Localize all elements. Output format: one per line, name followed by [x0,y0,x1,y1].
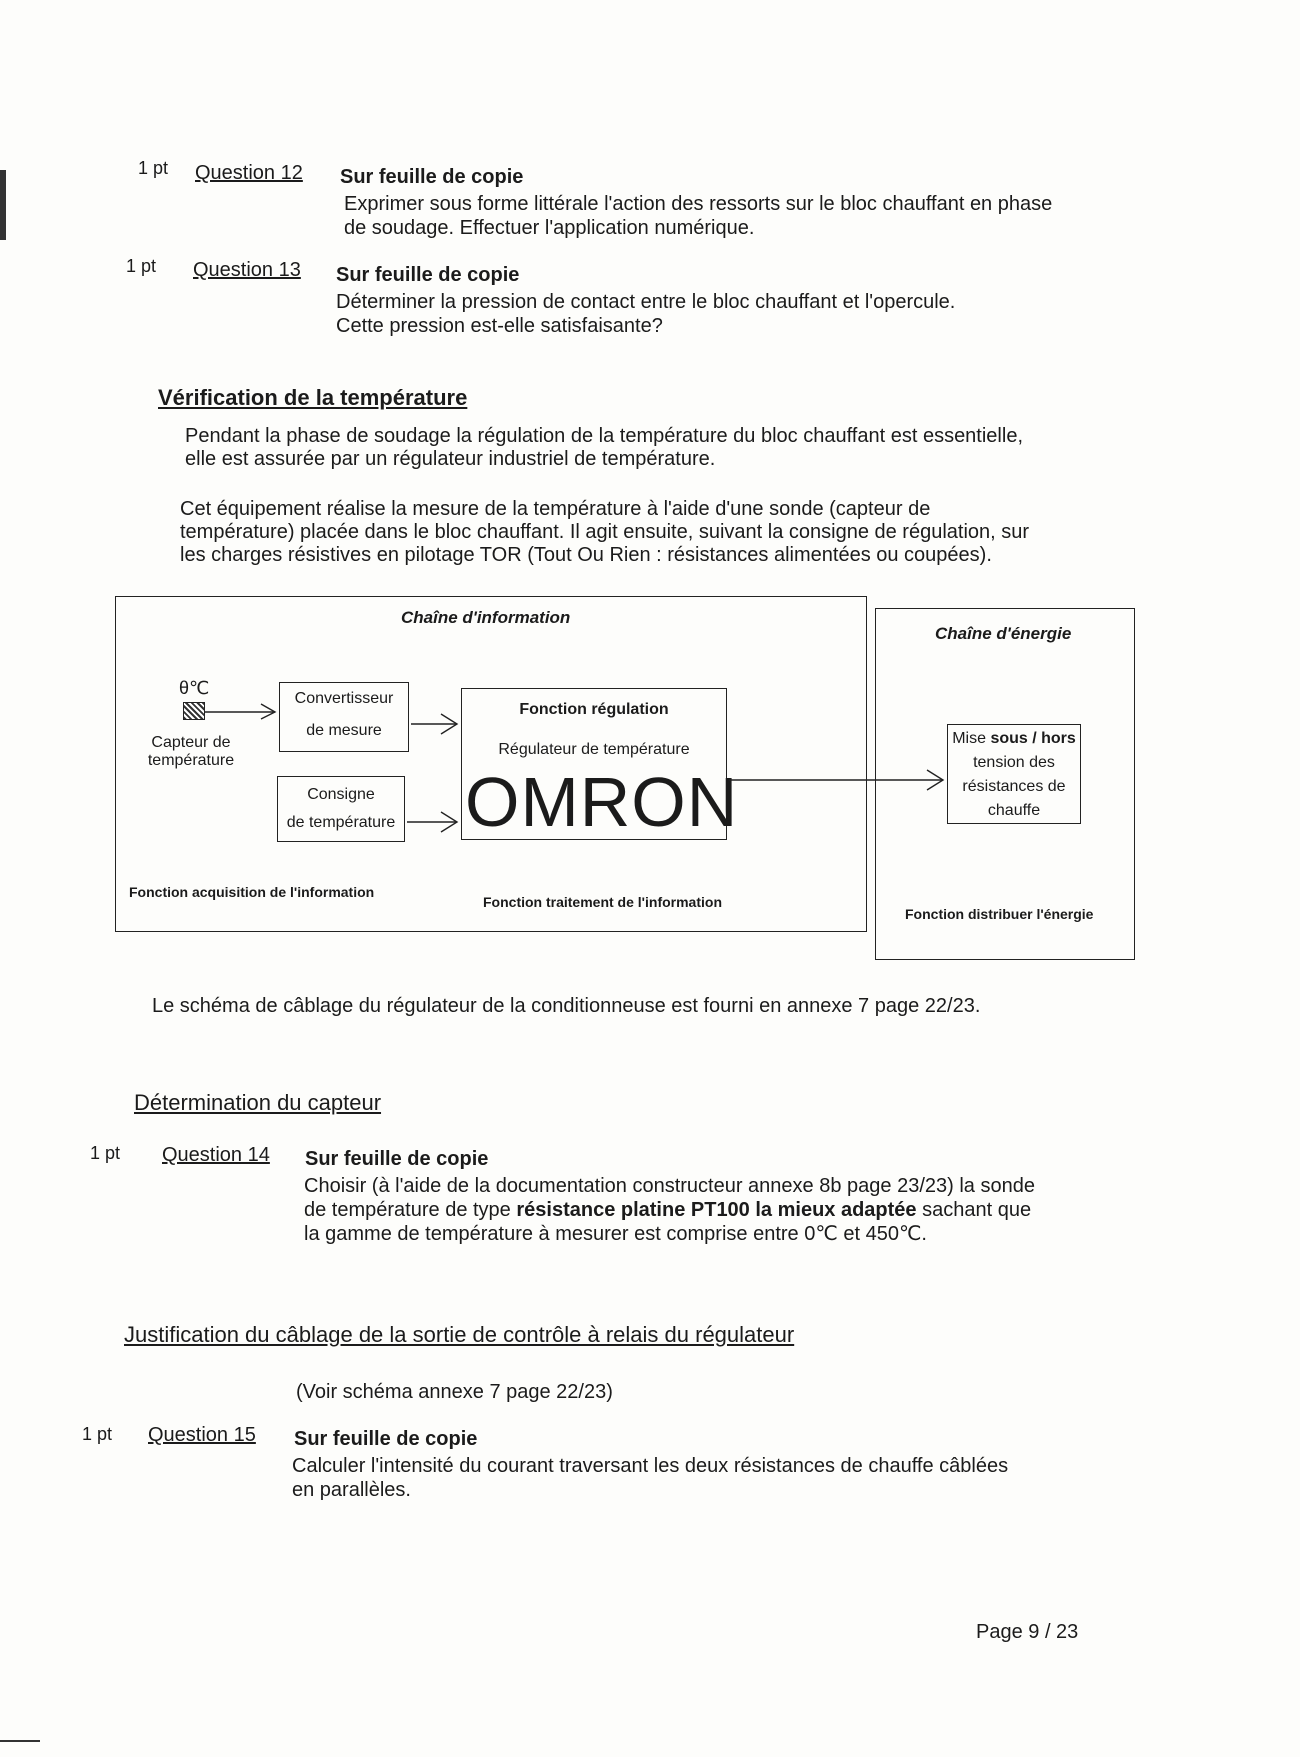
question-12-title: Sur feuille de copie [340,166,524,188]
points-q14: 1 pt [90,1143,121,1163]
sensor-label: Capteur de température [147,734,235,769]
question-15-title: Sur feuille de copie [294,1428,478,1450]
verification-paragraph-2: Cet équipement réalise la mesure de la température à l'aide d'une sonde (capteur de température) placée dans le bloc chauffant. Il agit ensuite, suivant la consigne de régulation, sur les charges résistives en pilotage TOR (Tout Ou Rien : résistances alimentées ou coupées). [180,498,1030,566]
section-title-sensor: Détermination du capteur [134,1090,382,1115]
question-12-label: Question 12 [195,162,303,184]
question-14-title: Sur feuille de copie [305,1148,489,1170]
wiring-note: (Voir schéma annexe 7 page 22/23) [296,1381,613,1403]
function-distribute-label: Fonction distribuer l'énergie [905,906,1094,922]
function-acquisition-label: Fonction acquisition de l'information [129,884,375,900]
converter-box: Convertisseur de mesure [279,682,409,752]
chain-information-label: Chaîne d'information [401,608,571,627]
question-12-text: Exprimer sous forme littérale l'action des ressorts sur le bloc chauffant en phase de soudage. Effectuer l'application numérique. [344,193,1053,239]
wiring-caption: Le schéma de câblage du régulateur de la conditionneuse est fourni en annexe 7 page 22/23. [152,995,981,1017]
question-15-label: Question 15 [148,1424,256,1446]
omron-logo: OMRON [465,763,739,841]
section-title-verification: Vérification de la température [158,385,468,410]
theta-label: θ℃ [179,678,210,698]
points-q15: 1 pt [82,1424,113,1444]
scan-mark [0,1740,40,1742]
setpoint-box: Consigne de température [277,776,405,842]
question-13-title: Sur feuille de copie [336,264,520,286]
regulation-box: Fonction régulation Régulateur de température [461,688,727,840]
question-13-label: Question 13 [193,259,301,281]
points-q12: 1 pt [138,158,169,178]
question-15-text: Calculer l'intensité du courant traversant les deux résistances de chauffe câblées en parallèles. [292,1455,1009,1501]
scan-mark [0,170,6,240]
section-title-wiring: Justification du câblage de la sortie de contrôle à relais du régulateur [124,1322,795,1347]
switch-box: Mise sous / hors tension des résistances de chauffe [947,724,1081,824]
question-13-text: Déterminer la pression de contact entre le bloc chauffant et l'opercule. Cette pression est-elle satisfaisante? [336,291,956,337]
chain-energy-label: Chaîne d'énergie [935,624,1072,643]
question-14-label: Question 14 [162,1144,270,1166]
points-q13: 1 pt [126,256,157,276]
verification-paragraph-1: Pendant la phase de soudage la régulation de la température du bloc chauffant est essentielle, elle est assurée par un régulateur industriel de température. [185,425,1023,470]
page-number: Page 9 / 23 [976,1621,1079,1643]
question-14-text: Choisir (à l'aide de la documentation constructeur annexe 8b page 23/23) la sonde de température de type résistance platine PT100 la mieux adaptée sachant que la gamme de température à mesurer est comprise entre 0℃ et 450℃. [304,1175,1035,1245]
function-processing-label: Fonction traitement de l'information [483,894,722,910]
regulation-diagram [115,596,1145,966]
